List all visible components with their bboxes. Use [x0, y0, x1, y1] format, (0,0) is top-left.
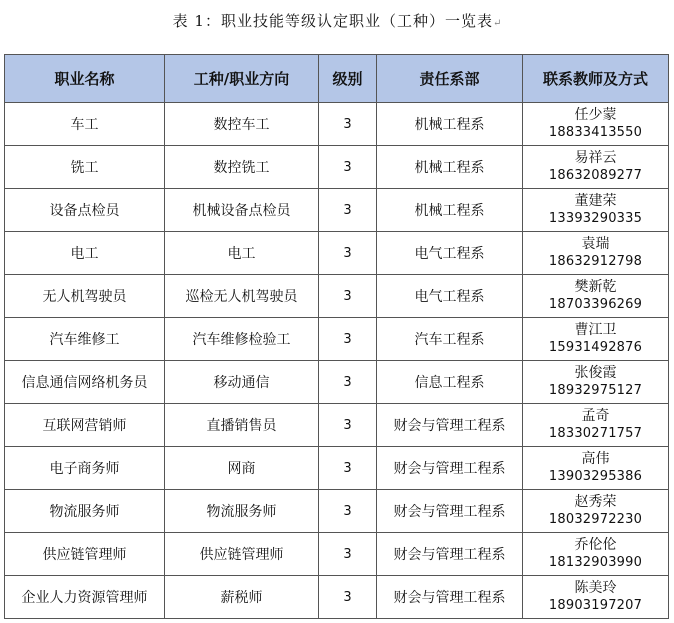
teacher-phone: 18632089277	[548, 168, 643, 183]
job-type-cell: 汽车维修检验工	[165, 318, 319, 361]
contact-cell	[523, 404, 669, 447]
job-name-cell: 供应链管理师	[5, 533, 165, 576]
header-contact: 联系教师及方式	[523, 55, 669, 103]
department-cell: 机械工程系	[377, 103, 523, 146]
job-name-cell: 无人机驾驶员	[5, 275, 165, 318]
table-row	[5, 576, 669, 619]
level-cell: 3	[319, 146, 377, 189]
level-cell: 3	[319, 361, 377, 404]
job-type-cell: 移动通信	[165, 361, 319, 404]
table-row	[5, 103, 669, 146]
contact-cell	[523, 533, 669, 576]
teacher-name: 董建荣	[574, 193, 617, 209]
teacher-name: 高伟	[581, 451, 610, 467]
job-name-cell: 铣工	[5, 146, 165, 189]
contact-cell	[523, 576, 669, 619]
level-cell: 3	[319, 318, 377, 361]
job-type-cell: 数控车工	[165, 103, 319, 146]
level-cell: 3	[319, 533, 377, 576]
table-header-row	[5, 55, 669, 103]
level-cell: 3	[319, 447, 377, 490]
level-cell: 3	[319, 576, 377, 619]
table-row	[5, 361, 669, 404]
department-cell: 信息工程系	[377, 361, 523, 404]
department-cell: 机械工程系	[377, 189, 523, 232]
level-cell: 3	[319, 275, 377, 318]
teacher-name: 易祥云	[574, 150, 617, 166]
job-name-cell: 车工	[5, 103, 165, 146]
teacher-phone: 18932975127	[548, 383, 643, 398]
teacher-name: 孟奇	[581, 408, 610, 424]
teacher-phone: 13393290335	[548, 211, 643, 226]
table-row	[5, 232, 669, 275]
department-cell: 汽车工程系	[377, 318, 523, 361]
contact-cell	[523, 103, 669, 146]
contact-cell	[523, 318, 669, 361]
teacher-name: 曹江卫	[574, 322, 617, 338]
teacher-phone: 18032972230	[548, 512, 643, 527]
teacher-name: 袁瑞	[581, 236, 610, 252]
table-caption	[0, 10, 674, 32]
department-cell: 财会与管理工程系	[377, 447, 523, 490]
job-type-cell: 数控铣工	[165, 146, 319, 189]
header-job-type: 工种/职业方向	[165, 55, 319, 103]
job-type-cell: 网商	[165, 447, 319, 490]
contact-cell	[523, 447, 669, 490]
teacher-phone: 18703396269	[548, 297, 643, 312]
contact-cell	[523, 275, 669, 318]
job-type-cell: 物流服务师	[165, 490, 319, 533]
job-type-cell: 机械设备点检员	[165, 189, 319, 232]
contact-cell	[523, 361, 669, 404]
occupation-table	[4, 54, 669, 619]
contact-cell	[523, 490, 669, 533]
teacher-phone: 15931492876	[548, 340, 643, 355]
table-row	[5, 189, 669, 232]
level-cell: 3	[319, 103, 377, 146]
teacher-phone: 18330271757	[548, 426, 643, 441]
department-cell: 财会与管理工程系	[377, 576, 523, 619]
job-name-cell: 信息通信网络机务员	[5, 361, 165, 404]
job-name-cell: 企业人力资源管理师	[5, 576, 165, 619]
job-name-cell: 物流服务师	[5, 490, 165, 533]
table-row	[5, 447, 669, 490]
table-row	[5, 146, 669, 189]
level-cell: 3	[319, 232, 377, 275]
department-cell: 电气工程系	[377, 232, 523, 275]
level-cell: 3	[319, 189, 377, 232]
level-cell: 3	[319, 404, 377, 447]
teacher-phone: 18632912798	[548, 254, 643, 269]
department-cell: 财会与管理工程系	[377, 404, 523, 447]
teacher-name: 张俊霞	[574, 365, 617, 381]
table-row	[5, 275, 669, 318]
job-type-cell: 薪税师	[165, 576, 319, 619]
level-cell: 3	[319, 490, 377, 533]
table-body	[5, 103, 669, 619]
job-name-cell: 设备点检员	[5, 189, 165, 232]
paragraph-mark: ↵	[492, 18, 502, 29]
teacher-name: 任少蒙	[574, 107, 617, 123]
job-type-cell: 供应链管理师	[165, 533, 319, 576]
table-row	[5, 490, 669, 533]
department-cell: 财会与管理工程系	[377, 533, 523, 576]
job-name-cell: 汽车维修工	[5, 318, 165, 361]
caption-text: 表 1：职业技能等级认定职业（工种）一览表	[172, 12, 493, 30]
table-row	[5, 318, 669, 361]
department-cell: 电气工程系	[377, 275, 523, 318]
teacher-phone: 18833413550	[548, 125, 643, 140]
teacher-name: 樊新乾	[574, 279, 617, 295]
job-name-cell: 电工	[5, 232, 165, 275]
table-row	[5, 533, 669, 576]
teacher-phone: 18903197207	[548, 598, 643, 613]
teacher-phone: 18132903990	[548, 555, 643, 570]
job-name-cell: 互联网营销师	[5, 404, 165, 447]
job-type-cell: 巡检无人机驾驶员	[165, 275, 319, 318]
teacher-name: 陈美玲	[574, 580, 617, 596]
contact-cell	[523, 146, 669, 189]
header-level: 级别	[319, 55, 377, 103]
teacher-name: 赵秀荣	[574, 494, 617, 510]
table-row	[5, 404, 669, 447]
teacher-phone: 13903295386	[548, 469, 643, 484]
department-cell: 财会与管理工程系	[377, 490, 523, 533]
department-cell: 机械工程系	[377, 146, 523, 189]
header-department: 责任系部	[377, 55, 523, 103]
job-type-cell: 直播销售员	[165, 404, 319, 447]
job-name-cell: 电子商务师	[5, 447, 165, 490]
contact-cell	[523, 189, 669, 232]
teacher-name: 乔伦伦	[574, 537, 617, 553]
job-type-cell: 电工	[165, 232, 319, 275]
contact-cell	[523, 232, 669, 275]
header-job-name: 职业名称	[5, 55, 165, 103]
